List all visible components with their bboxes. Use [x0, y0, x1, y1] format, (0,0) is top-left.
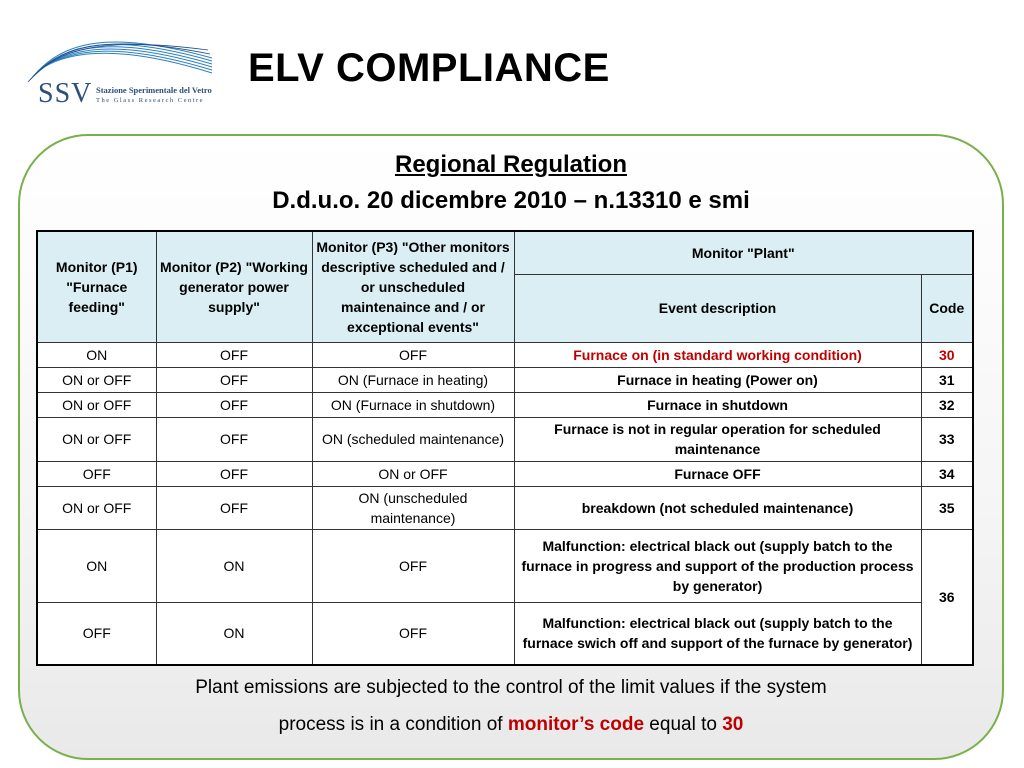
table-row — [37, 529, 973, 602]
cell-code: 30 — [921, 342, 973, 367]
cell-event: Furnace is not in regular operation for scheduled maintenance — [514, 417, 921, 461]
footer-monitor-code: monitor’s code — [507, 714, 645, 735]
cell-p2: ON — [156, 602, 312, 665]
header-event-description: Event description — [514, 274, 921, 342]
cell-p1: ON — [37, 529, 156, 602]
cell-code: 32 — [921, 392, 973, 417]
cell-event: Malfunction: electrical black out (supply batch to the furnace swich off and support of the furnace by generator) — [514, 602, 921, 665]
cell-p3: ON (unscheduled maintenance) — [312, 486, 514, 529]
monitor-code-table — [36, 230, 974, 666]
cell-code: 34 — [921, 461, 973, 486]
cell-code: 36 — [921, 529, 973, 665]
cell-p1: ON or OFF — [37, 417, 156, 461]
header-monitor-p1: Monitor (P1) "Furnace feeding" — [37, 231, 156, 342]
regulation-heading: Regional Regulation — [394, 151, 627, 178]
cell-code: 33 — [921, 417, 973, 461]
cell-p2: OFF — [156, 367, 312, 392]
cell-code: 35 — [921, 486, 973, 529]
table-row — [37, 342, 973, 367]
logo-subtitle: The Glass Research Centre — [96, 97, 205, 104]
footer-code-value: 30 — [722, 714, 744, 735]
cell-event: Furnace OFF — [514, 461, 921, 486]
cell-code: 31 — [921, 367, 973, 392]
footer-line-1: Plant emissions are subjected to the control of the limit values if the system — [195, 677, 827, 698]
table-row — [37, 461, 973, 486]
cell-p2: OFF — [156, 417, 312, 461]
cell-p1: ON or OFF — [37, 367, 156, 392]
logo-name: Stazione Sperimentale del Vetro — [96, 85, 212, 95]
cell-p1: ON or OFF — [37, 392, 156, 417]
table-row — [37, 392, 973, 417]
footer-text-pre: process is in a condition of — [278, 714, 508, 735]
cell-p3: ON or OFF — [312, 461, 514, 486]
footer-text-mid: equal to — [644, 714, 723, 735]
cell-p3: OFF — [312, 602, 514, 665]
cell-p2: OFF — [156, 392, 312, 417]
regulation-reference: D.d.u.o. 20 dicembre 2010 – n.13310 e smi — [272, 187, 750, 214]
header-monitor-p2: Monitor (P2) "Working generator power supply" — [156, 231, 312, 342]
cell-p3: OFF — [312, 529, 514, 602]
cell-p1: OFF — [37, 461, 156, 486]
page-title: ELV COMPLIANCE — [248, 46, 610, 90]
table-row — [37, 602, 973, 665]
cell-p2: OFF — [156, 461, 312, 486]
cell-event: Furnace on (in standard working condition) — [514, 342, 921, 367]
cell-event: Malfunction: electrical black out (supply batch to the furnace in progress and support of the production process by generator) — [514, 529, 921, 602]
table-row — [37, 486, 973, 529]
table-row — [37, 417, 973, 461]
header-monitor-p3: Monitor (P3) "Other monitors descriptive scheduled and / or unscheduled maintenaince and / or exceptional events" — [312, 231, 514, 342]
logo-abbreviation: SSV — [38, 78, 93, 109]
header-monitor-plant: Monitor "Plant" — [514, 231, 973, 274]
cell-p1: OFF — [37, 602, 156, 665]
cell-p1: ON or OFF — [37, 486, 156, 529]
cell-event: Furnace in shutdown — [514, 392, 921, 417]
ssv-logo — [22, 30, 232, 110]
cell-p3: ON (Furnace in shutdown) — [312, 392, 514, 417]
cell-p3: ON (scheduled maintenance) — [312, 417, 514, 461]
table-row — [37, 367, 973, 392]
header-code: Code — [921, 274, 973, 342]
cell-p3: OFF — [312, 342, 514, 367]
cell-p2: OFF — [156, 486, 312, 529]
footer-line-2 — [18, 714, 1004, 736]
cell-p3: ON (Furnace in heating) — [312, 367, 514, 392]
cell-event: Furnace in heating (Power on) — [514, 367, 921, 392]
cell-p2: OFF — [156, 342, 312, 367]
cell-p2: ON — [156, 529, 312, 602]
cell-event: breakdown (not scheduled maintenance) — [514, 486, 921, 529]
cell-p1: ON — [37, 342, 156, 367]
